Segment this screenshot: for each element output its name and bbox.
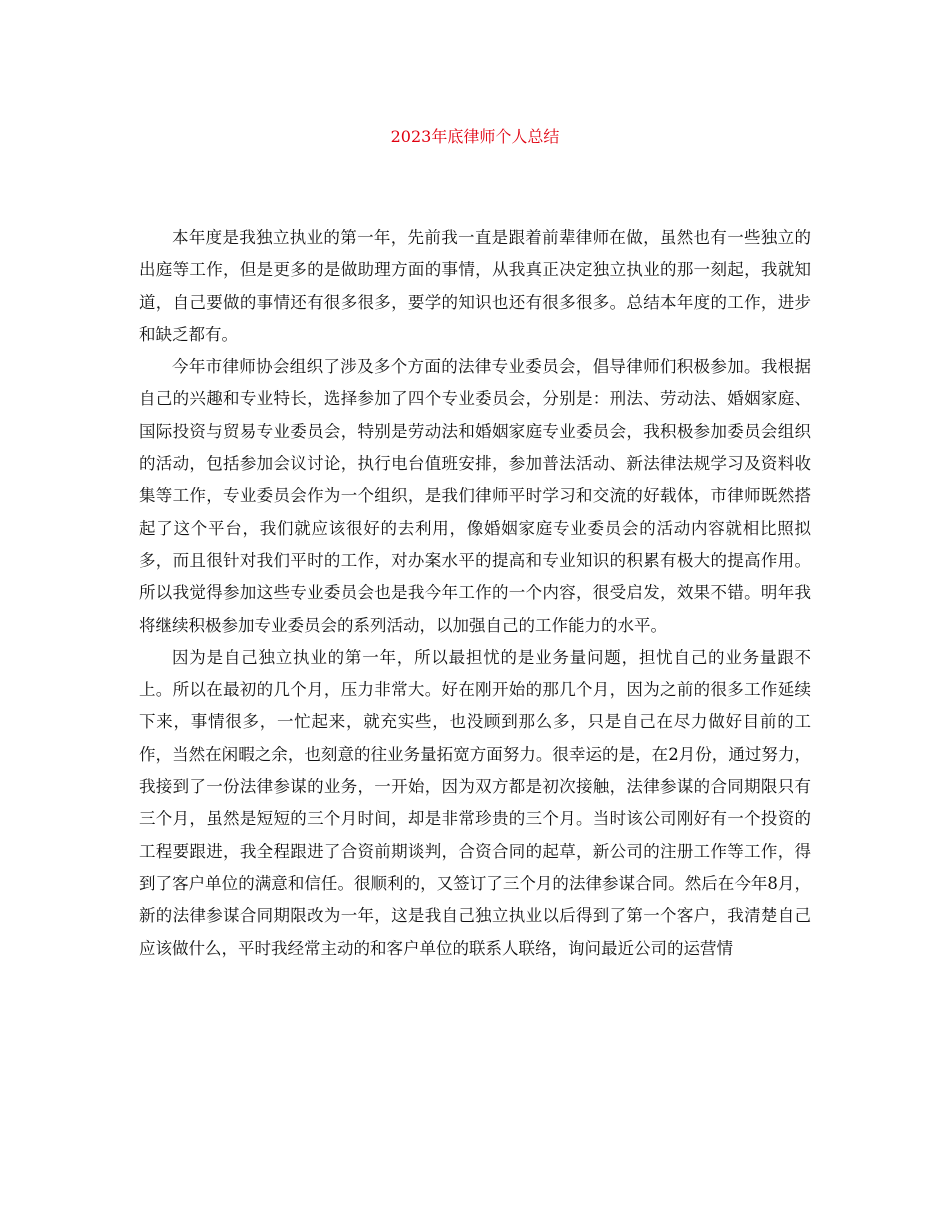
document-title: 2023年底律师个人总结 — [390, 127, 560, 146]
paragraph-3: 因为是自己独立执业的第一年，所以最担忧的是业务量问题，担忧自己的业务量跟不上。所以在最初的几个月，压力非常大。好在刚开始的那几个月，因为之前的很多工作延续下来，事情很多，一忙起来，就充实些，也没顾到那么多，只是自己在尽力做好目前的工作，当然在闲暇之余，也刻意的往业务量拓宽方面努力。很幸运的是，在2月份，通过努力，我接到了一份法律参谋的业务，一开始，因为双方都是初次接触，法律参谋的合同期限只有三个月，虽然是短短的三个月时间，却是非常珍贵的三个月。当时该公司刚好有一个投资的工程要跟进，我全程跟进了合资前期谈判，合资合同的起草，新公司的注册工作等工作，得到了客户单位的满意和信任。很顺利的，又签订了三个月的法律参谋合同。然后在今年8月，新的法律参谋合同期限改为一年，这是我自己独立执业以后得到了第一个客户，我清楚自己应该做什么，平时我经常主动的和客户单位的联系人联络，询问最近公司的运营情 — [139, 647, 811, 958]
paragraph-1: 本年度是我独立执业的第一年，先前我一直是跟着前辈律师在做，虽然也有一些独立的出庭等工作，但是更多的是做助理方面的事情，从我真正决定独立执业的那一刻起，我就知道，自己要做的事情还有很多很多，要学的知识也还有很多很多。总结本年度的工作，进步和缺乏都有。 — [139, 228, 811, 344]
document-body — [139, 222, 811, 965]
paragraph-2: 今年市律师协会组织了涉及多个方面的法律专业委员会，倡导律师们积极参加。我根据自己的兴趣和专业特长，选择参加了四个专业委员会，分别是：刑法、劳动法、婚姻家庭、国际投资与贸易专业委员会，特别是劳动法和婚姻家庭专业委员会，我积极参加委员会组织的活动，包括参加会议讨论，执行电台值班安排，参加普法活动、新法律法规学习及资料收集等工作，专业委员会作为一个组织，是我们律师平时学习和交流的好载体，市律师既然搭起了这个平台，我们就应该很好的去利用，像婚姻家庭专业委员会的活动内容就相比照拟多，而且很针对我们平时的工作，对办案水平的提高和专业知识的积累有极大的提高作用。所以我觉得参加这些专业委员会也是我今年工作的一个内容，很受启发，效果不错。明年我将继续积极参加专业委员会的系列活动，以加强自己的工作能力的水平。 — [139, 357, 811, 635]
